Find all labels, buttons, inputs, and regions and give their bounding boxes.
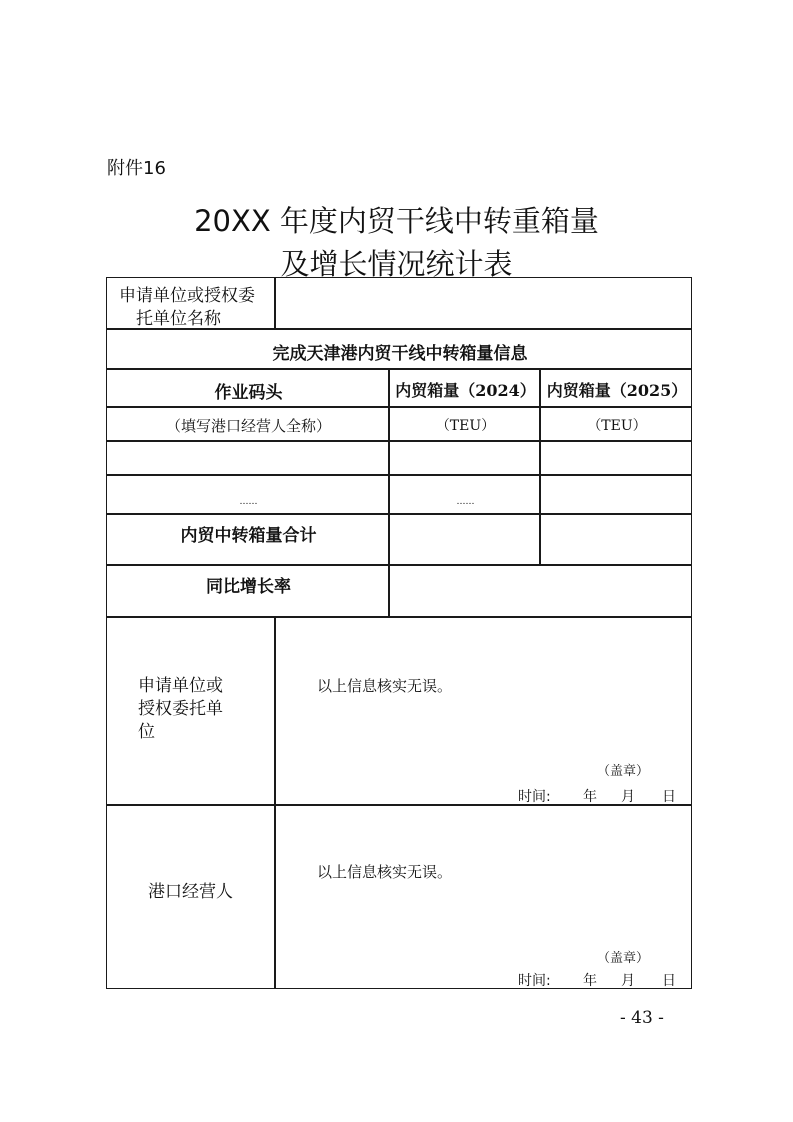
sign1-year: 年 [583, 789, 597, 805]
total-2024-cell[interactable] [389, 514, 540, 565]
col-header-2024: 内贸箱量（2024） [395, 381, 536, 400]
data-row1-2024-cell[interactable] [389, 441, 540, 475]
sign2-time-label: 时间: [518, 973, 551, 989]
data-row1-2025-cell[interactable] [540, 441, 692, 475]
sign1-time-label: 时间: [518, 789, 551, 805]
sign2-seal: （盖章） [597, 951, 650, 966]
sign1-day: 日 [662, 789, 676, 805]
sign2-month: 月 [621, 973, 635, 989]
data-row2-2025-cell[interactable] [540, 475, 692, 514]
page-title-line1: 20XX 年度内贸干线中转重箱量 [194, 204, 599, 238]
hint-terminal: （填写港口经营人全称） [165, 417, 331, 435]
sign1-label-line2: 授权委托单 [138, 699, 223, 719]
data-row2-terminal-cell[interactable] [106, 475, 389, 514]
page-title-line2: 及增长情况统计表 [280, 247, 513, 281]
growth-label: 同比增长率 [206, 577, 291, 597]
page-number: - 43 - [620, 1008, 664, 1028]
growth-value-cell[interactable] [389, 565, 692, 617]
applicant-name-value-cell[interactable] [275, 277, 692, 329]
hint-teu-2025: （TEU） [587, 418, 647, 434]
sign1-seal: （盖章） [597, 764, 650, 779]
sign2-year: 年 [583, 973, 597, 989]
ellipsis-terminal: …… [239, 497, 258, 507]
col-header-2025: 内贸箱量（2025） [546, 381, 688, 400]
hint-teu-2024: （TEU） [435, 418, 496, 434]
sign2-label: 港口经营人 [148, 882, 233, 902]
sign2-confirm-text: 以上信息核实无误。 [317, 863, 453, 881]
sign1-confirm-text: 以上信息核实无误。 [317, 677, 453, 695]
sign1-label-line1: 申请单位或 [138, 676, 223, 696]
sign2-day: 日 [662, 973, 676, 989]
applicant-name-label-line1: 申请单位或授权委 [119, 286, 255, 306]
attachment-label: 附件16 [107, 158, 166, 179]
col-header-terminal: 作业码头 [214, 383, 283, 403]
data-row2-2024-cell[interactable] [389, 475, 540, 514]
sign1-label-line3: 位 [138, 722, 155, 742]
total-label: 内贸中转箱量合计 [180, 526, 317, 546]
total-2025-cell[interactable] [540, 514, 692, 565]
ellipsis-2024: …… [456, 497, 475, 507]
data-row1-terminal-cell[interactable] [106, 441, 389, 475]
section-header: 完成天津港内贸干线中转箱量信息 [272, 344, 528, 364]
sign1-month: 月 [621, 789, 635, 805]
applicant-name-label-line2: 托单位名称 [136, 309, 221, 329]
